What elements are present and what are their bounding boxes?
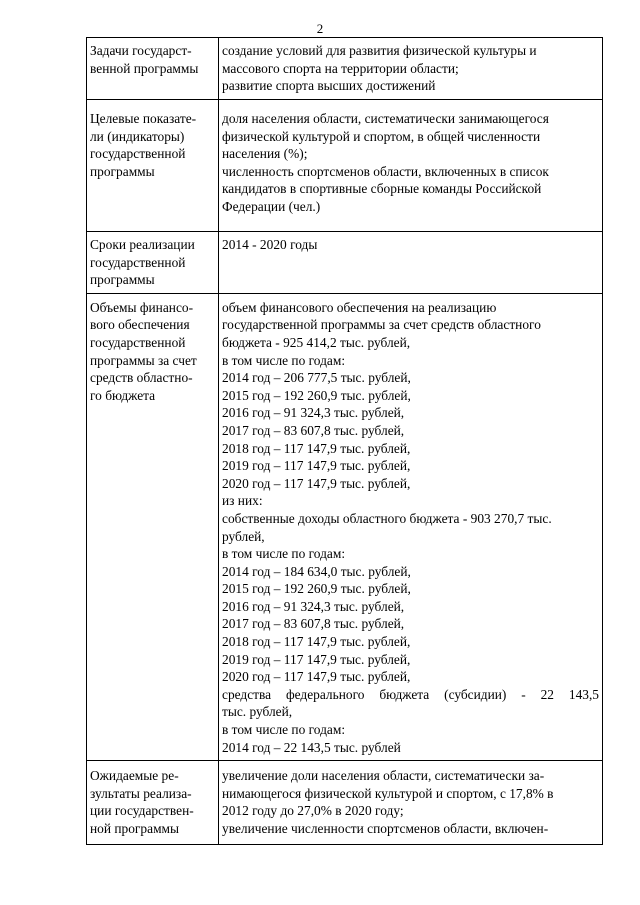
value-line: 2012 году до 27,0% в 2020 году; [222,803,404,819]
page-number: 2 [316,21,324,36]
label-line: ной программы [90,821,180,836]
row-value-results [219,761,603,845]
value-line: в том числе по годам: [222,722,346,738]
value-line: 2020 год – 117 147,9 тыс. рублей, [222,475,411,491]
label-line: ли (индикаторы) [90,128,185,144]
label-line: венной программы [90,60,199,76]
program-passport-table [86,37,603,845]
value-line: 2019 год – 117 147,9 тыс. рублей, [222,458,411,474]
value-line: 2015 год – 192 260,9 тыс. рублей, [222,387,411,403]
label-line: Ожидаемые ре- [90,768,179,784]
value-line: 2020 год – 117 147,9 тыс. рублей, [222,669,411,685]
label-line: зультаты реализа- [90,785,192,801]
table-row [87,38,603,100]
label-line: Сроки реализации [90,237,195,252]
value-line: в том числе по годам: [222,546,346,562]
row-value-tasks [219,38,603,100]
table-row [87,232,603,294]
value-line: кандидатов в спортивные сборные команды Российской [222,181,542,197]
value-line: численность спортсменов области, включенных в список [222,163,549,179]
value-line: 2017 год – 83 607,8 тыс. рублей, [222,422,405,438]
table-row [87,100,603,232]
row-value-finance [219,293,603,760]
value-line: средства федерального бюджета (субсидии) - 22 143,5 [222,686,599,702]
value-line: 2014 год – 184 634,0 тыс. рублей, [222,563,411,579]
value-line: доля населения области, систематически занимающегося [222,111,549,126]
value-line: объем финансового обеспечения на реализацию [222,299,497,315]
value-line: 2019 год – 117 147,9 тыс. рублей, [222,651,411,667]
value-line: 2016 год – 91 324,3 тыс. рублей, [222,405,405,421]
row-value-targets [219,100,603,232]
label-line: программы [90,272,155,288]
value-line: увеличение доли населения области, систематически за- [222,768,545,784]
value-line: 2018 год – 117 147,9 тыс. рублей, [222,634,411,650]
table-row [87,761,603,845]
value-line: нимающегося физической культурой и спортом, с 17,8% в [222,785,554,801]
value-line: из них: [222,493,263,509]
label-line: Объемы финансо- [90,299,194,315]
row-label-dates [87,232,219,294]
label-line: Целевые показате- [90,111,197,126]
value-line: государственной программы за счет средств областного [222,317,541,333]
label-line: государственной [90,334,186,350]
label-line: вого обеспечения [90,317,190,333]
value-line: развитие спорта высших достижений [222,78,436,94]
value-line: 2014 - 2020 годы [222,237,318,252]
value-line: 2014 год – 206 777,5 тыс. рублей, [222,370,411,386]
value-line: в том числе по годам: [222,352,346,368]
row-value-dates [219,232,603,294]
label-line: го бюджета [90,387,156,403]
value-line: 2015 год – 192 260,9 тыс. рублей, [222,581,411,597]
table-row [87,293,603,760]
value-line: массового спорта на территории области; [222,60,459,76]
value-line: рублей, [222,528,265,544]
label-line: программы за счет [90,352,197,368]
value-line: увеличение численности спортсменов области, включен- [222,821,549,836]
label-line: средств областно- [90,370,193,386]
label-line: программы [90,163,155,179]
value-line: Федерации (чел.) [222,198,321,214]
value-line: тыс. рублей, [222,704,293,720]
label-line: ции государствен- [90,803,194,819]
value-line: физической культурой и спортом, в общей численности [222,128,541,144]
value-line: 2017 год – 83 607,8 тыс. рублей, [222,616,405,632]
row-label-tasks [87,38,219,100]
row-label-finance [87,293,219,760]
row-label-targets [87,100,219,232]
row-label-results [87,761,219,845]
value-line: бюджета - 925 414,2 тыс. рублей, [222,334,411,350]
label-line: государственной [90,146,186,162]
value-line: населения (%); [222,146,308,162]
value-line: 2016 год – 91 324,3 тыс. рублей, [222,598,405,614]
label-line: государственной [90,254,186,270]
value-line: 2018 год – 117 147,9 тыс. рублей, [222,440,411,456]
label-line: Задачи государст- [90,43,192,58]
value-line: собственные доходы областного бюджета - 903 270,7 тыс. [222,510,552,526]
value-line: 2014 год – 22 143,5 тыс. рублей [222,739,401,755]
value-line: создание условий для развития физической культуры и [222,43,537,58]
